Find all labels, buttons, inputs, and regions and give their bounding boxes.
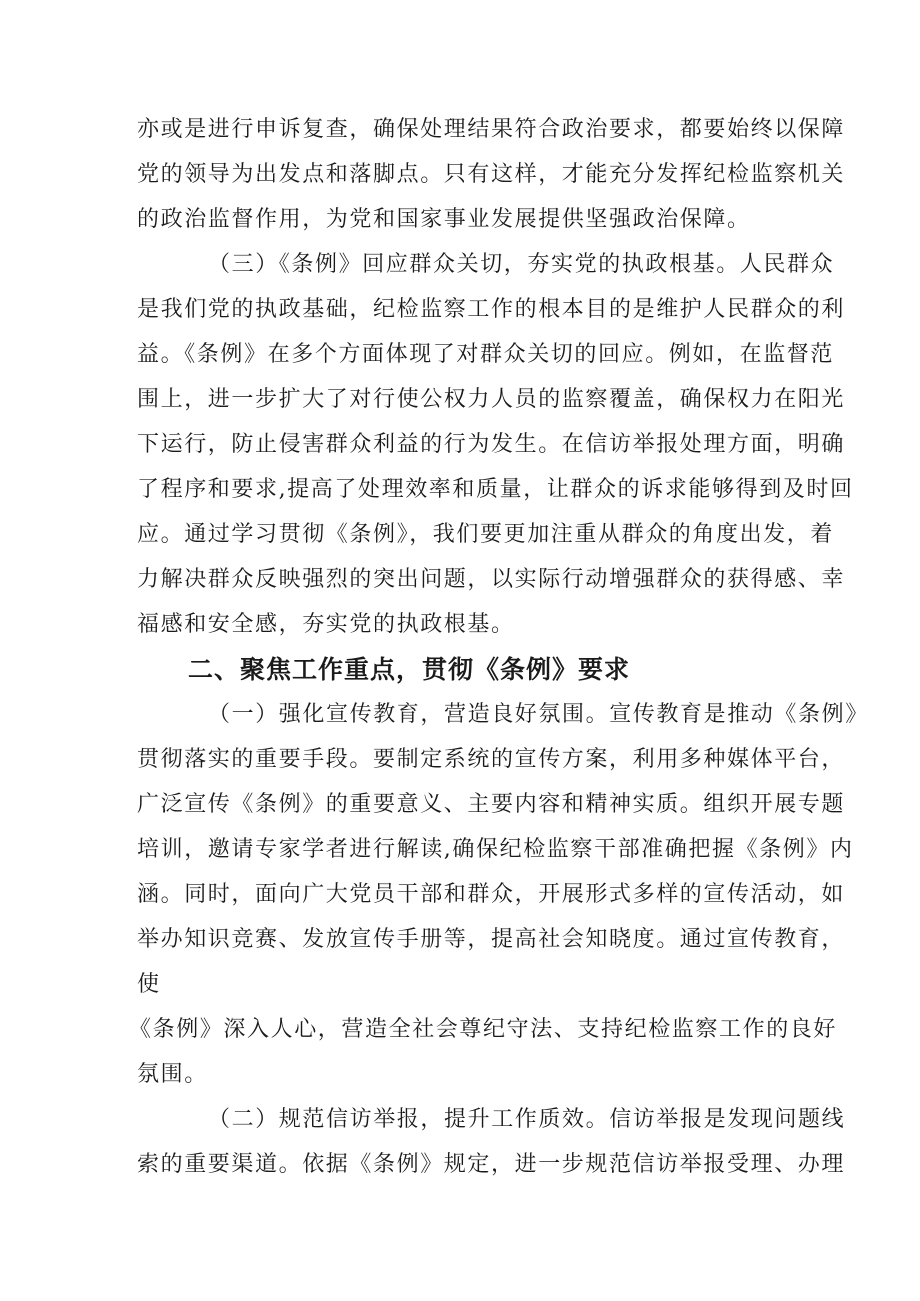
text-line: 广泛宣传《条例》的重要意义、主要内容和精神实质。组织开展专题	[137, 792, 846, 817]
text-line: 氛围。	[137, 1062, 208, 1087]
text-line: 围上，进一步扩大了对行使公权力人员的监察覆盖，确保权力在阳光	[137, 387, 846, 412]
text-line: 的政治监督作用，为党和国家事业发展提供坚强政治保障。	[137, 207, 751, 232]
text-line: 福感和安全感，夯实党的执政根基。	[137, 612, 515, 637]
text-line: 涵。同时，面向广大党员干部和群众，开展形式多样的宣传活动，如	[137, 882, 846, 907]
text-line: （一）强化宣传教育，营造良好氛围。宣传教育是推动《条例》	[208, 702, 869, 727]
text-line: 亦或是进行申诉复查，确保处理结果符合政治要求，都要始终以保障	[137, 117, 846, 142]
text-line: （二）规范信访举报，提升工作质效。信访举报是发现问题线	[208, 1107, 846, 1132]
text-line: 使	[137, 972, 161, 997]
text-line: 应。通过学习贯彻《条例》，我们要更加注重从群众的角度出发，着	[137, 522, 835, 547]
text-line: 党的领导为出发点和落脚点。只有这样，才能充分发挥纪检监察机关	[137, 162, 846, 187]
text-line: 《条例》深入人心，营造全社会尊纪守法、支持纪检监察工作的良好	[129, 1017, 838, 1042]
text-line: 是我们党的执政基础，纪检监察工作的根本目的是维护人民群众的利	[137, 297, 846, 322]
text-line: 培训，邀请专家学者进行解读,确保纪检监察干部准确把握《条例》内	[137, 837, 854, 862]
text-line: 举办知识竞赛、发放宣传手册等，提高社会知晓度。通过宣传教育，	[137, 927, 846, 952]
text-line: 了程序和要求,提高了处理效率和质量，让群众的诉求能够得到及时回	[137, 477, 854, 502]
text-line: 贯彻落实的重要手段。要制定系统的宣传方案，利用多种媒体平台，	[137, 747, 846, 772]
section-heading: 二、聚焦工作重点，贯彻《条例》要求	[188, 655, 631, 684]
text-line: （三）《条例》回应群众关切，夯实党的执政根基。人民群众	[208, 252, 835, 277]
text-line: 力解决群众反映强烈的突出问题，以实际行动增强群众的获得感、幸	[137, 567, 846, 592]
text-line: 索的重要渠道。依据《条例》规定，进一步规范信访举报受理、办理	[137, 1152, 846, 1177]
text-line: 益。《条例》在多个方面体现了对群众关切的回应。例如，在监督范	[137, 342, 835, 367]
text-line: 下运行，防止侵害群众利益的行为发生。在信访举报处理方面，明确	[137, 432, 846, 457]
